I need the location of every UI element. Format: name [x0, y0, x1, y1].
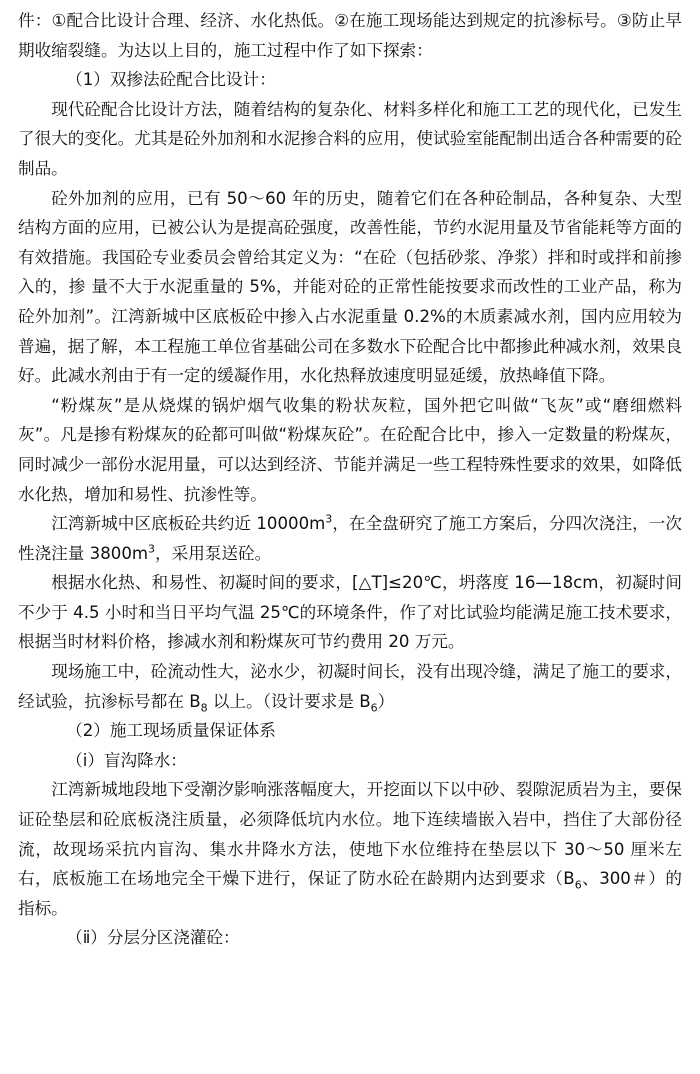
paragraph-4 [18, 509, 682, 568]
subscript-b6-2: 6 [574, 878, 582, 892]
paragraph-7-part-a: 江湾新城地段地下受潮汐影响涨落幅度大，开挖面以下以中砂、裂隙泥质岩为主，要保证砼垫层和砼底板浇注质量，必须降低坑内水位。地下连续墙嵌入岩中，挡住了大部份径流，故现场采抗内盲沟、集水井降水方法，使地下水位维持在垫层以下 30～50 厘米左右，底板施工在场地完全干燥下进行，保证了防水砼在龄期内达到要求（B [18, 780, 682, 889]
subscript-b6: 6 [370, 700, 378, 714]
paragraph-6-part-b: 以上。（设计要求是 B [207, 691, 371, 711]
paragraph-5: 根据水化热、和易性、初凝时间的要求，[△T]≤20℃，坍落度 16—18cm，初凝时间不少于 4.5 小时和当日平均气温 25℃的环境条件，作了对比试验均能满足施工技术要求，根据当时材料价格，掺减水剂和粉煤灰可节约费用 20 万元。 [18, 573, 682, 652]
paragraph-4-part-c: ，采用泵送砼。 [155, 543, 272, 563]
paragraph-6-part-a: 现场施工中，砼流动性大，泌水少，初凝时间长，没有出现冷缝，满足了施工的要求，经试验，抗渗标号都在 B [18, 662, 682, 711]
superscript-cubed-1: 3 [325, 512, 333, 526]
superscript-cubed-2: 3 [148, 542, 156, 556]
paragraph-3: “粉煤灰”是从烧煤的锅炉烟气收集的粉状灰粒，国外把它叫做“飞灰”或“磨细燃料灰”。凡是掺有粉煤灰的砼都可叫做“粉煤灰砼”。在砼配合比中，掺入一定数量的粉煤灰，同时减少一部份水泥用量，可以达到经济、节能并满足一些工程特殊性要求的效果，如降低水化热，增加和易性、抗渗性等。 [18, 395, 682, 504]
document-page [18, 6, 682, 953]
section-heading-1: （1）双掺法砼配合比设计： [66, 70, 276, 90]
lead-paragraph: 件：①配合比设计合理、经济、水化热低。②在施工现场能达到规定的抗渗标号。③防止早期收缩裂缝。为达以上目的，施工过程中作了如下探索： [18, 11, 682, 60]
section-heading-2: （2）施工现场质量保证体系 [66, 721, 276, 741]
paragraph-6 [18, 657, 682, 716]
paragraph-4-part-b: ，在全盘研究了施工方案后，分四次浇注，一次性浇注量 3800m [18, 514, 682, 563]
subscript-b8: 8 [200, 700, 208, 714]
paragraph-4-part-a: 江湾新城中区底板砼共约近 10000m [51, 514, 326, 534]
paragraph-7 [18, 775, 682, 923]
paragraph-7-part-b: 、300＃）的指标。 [18, 869, 682, 918]
paragraph-6-part-c: ） [377, 691, 395, 711]
paragraph-1: 现代砼配合比设计方法，随着结构的复杂化、材料多样化和施工工艺的现代化，已发生了很大的变化。尤其是砼外加剂和水泥掺合料的应用，使试验室能配制出适合各种需要的砼制品。 [18, 99, 682, 178]
subsection-heading-i: （ⅰ）盲沟降水： [66, 750, 187, 770]
subsection-heading-ii: （ⅱ）分层分区浇灌砼： [66, 928, 240, 948]
paragraph-2: 砼外加剂的应用，已有 50～60 年的历史，随着它们在各种砼制品，各种复杂、大型结构方面的应用，已被公认为是提高砼强度，改善性能，节约水泥用量及节省能耗等方面的有效措施。我国砼专业委员会曾给其定义为：“在砼（包括砂浆、净浆）拌和时或拌和前掺入的，掺 量不大于水泥重量的 5%，并能对砼的正常性能按要求而改性的工业产品，称为砼外加剂”。江湾新城中区底板砼中掺入占水泥重量 0.2%的木质素减水剂，国内应用较为普遍，据了解，本工程施工单位省基础公司在多数水下砼配合比中都掺此种减水剂，效果良好。此减水剂由于有一定的缓凝作用，水化热释放速度明显延缓，放热峰值下降。 [18, 188, 682, 386]
